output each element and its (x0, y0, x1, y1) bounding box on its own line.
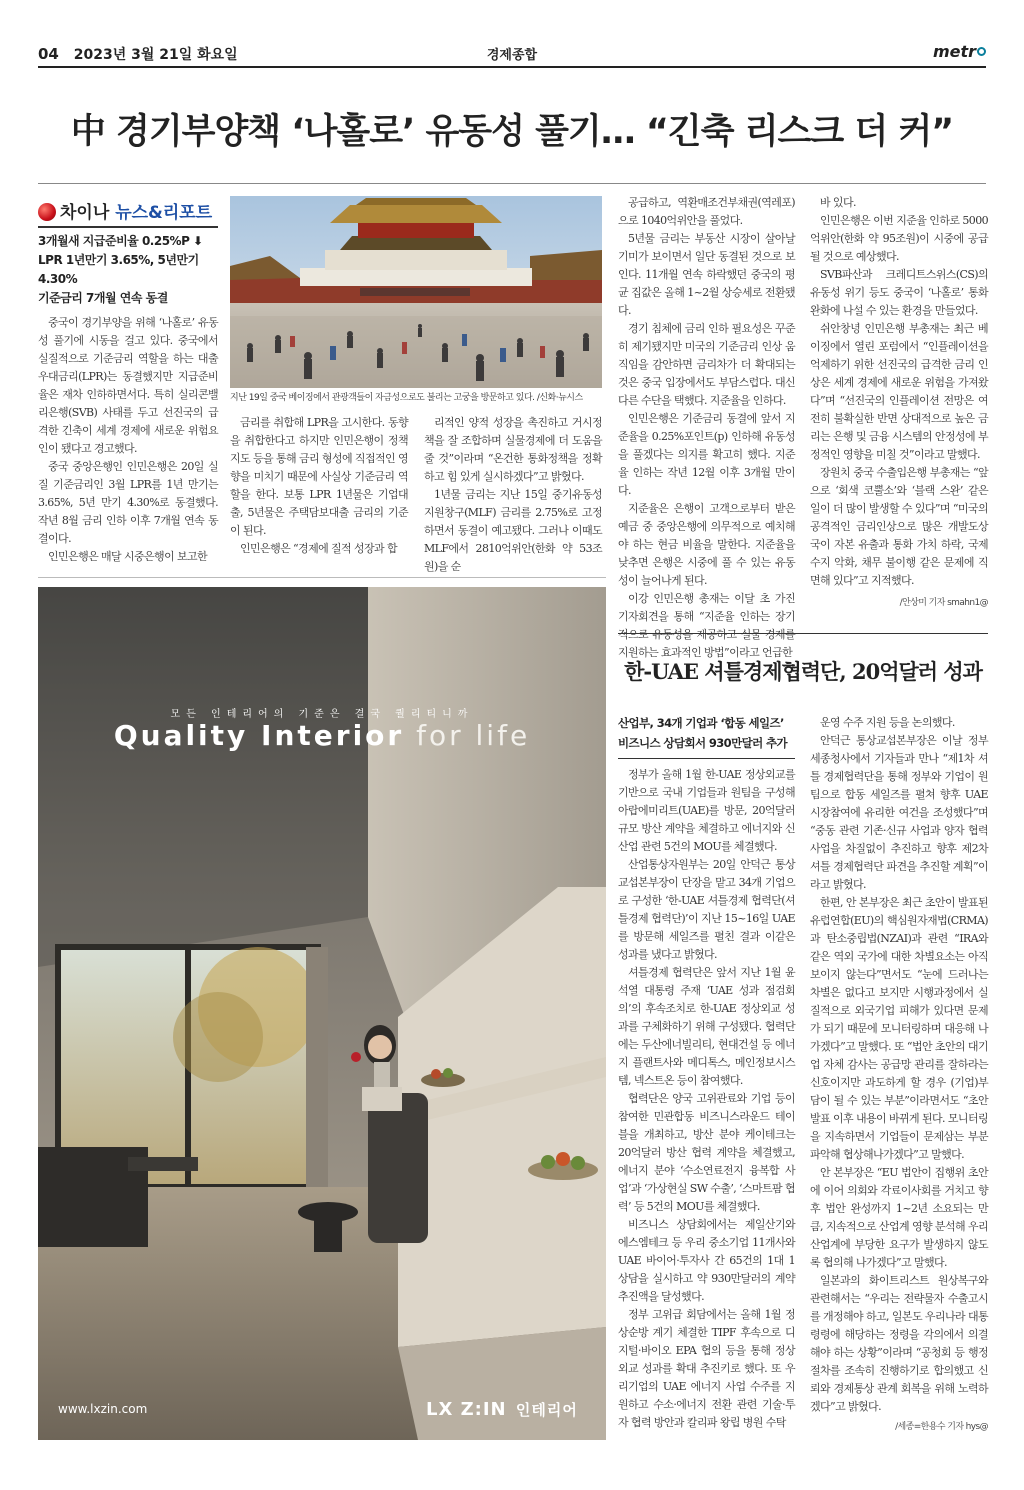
paragraph: 비즈니스 상담회에서는 제일산기와 에스엠테크 등 우리 중소기업 11개사와 UAE 바이어·투자사 간 65건의 1대 1 상담을 실시하고 약 930만달러의 계약 추진액을 달성했다. (618, 1218, 795, 1303)
section-tag-label-2: 뉴스&리포트 (115, 203, 213, 223)
paragraph: 셔틀경제 협력단은 앞서 지난 1월 윤석열 대통령 주재 ‘UAE 성과 점검회의’의 후속조치로 한-UAE 정상외교 성과를 구체화하기 위해 구성됐다. 협력단에는 두산에너빌리티, 현대건설 등 에너지 플랜트사와 메디톡스, 메인정보시스템, 넥스트온 등이 참여했다. (618, 966, 795, 1087)
paragraph: 일본과의 화이트리스트 원상복구와 관련해서는 “우리는 전략물자 수출고시를 개정해야 하고, 일본도 우리나라 대통령령에 해당하는 정령을 각의에서 의결해야 하는 상황”이라며 “공청회 등 행정절차를 조속히 진행하기로 합의했고 신뢰와 경제통상 관계 회복을 위해 노력하겠다”고 밝혔다. (810, 1274, 988, 1413)
ad-title-bold: Quality Interior (113, 719, 405, 752)
paragraph: 공급하고, 역환매조건부채권(역레포)으로 1040억위안을 풀었다. (618, 196, 795, 227)
paragraph: 안덕근 통상교섭본부장은 이날 정부세종청사에서 기자들과 만나 “제1차 셔틀 경제협력단을 통해 정부와 기업이 원팀으로 합동 세일즈를 펼쳐 향후 UAE 시장참여에 유리한 여건을 조성했다”며 “중동 관련 기존·신규 사업과 양자 협력사업을 차질없이 추진하고 향후 제2차 셔틀 경제협력단 파견을 추진할 계획”이라고 밝혔다. (810, 734, 988, 891)
article-subheads (38, 232, 218, 308)
ad-logo-text: LX Z:IN (426, 1399, 507, 1420)
paragraph: 바 있다. (820, 196, 856, 209)
paragraph: 경기 침체에 금리 인하 필요성은 꾸준히 제기됐지만 미국의 기준금리 인상 움직임을 감안하면 금리차가 더 확대되는 것은 중국 입장에서도 부담스럽다. 대신 다른 수단을 택했다. 지준율을 인하다. (618, 322, 795, 407)
paragraph: 인민은행은 매달 시중은행이 보고한 (48, 550, 208, 563)
subhead: 3개월새 지급준비율 0.25%P ⬇ (38, 234, 203, 248)
divider (618, 633, 988, 634)
brand-logo (933, 42, 986, 61)
article-headline: 한-UAE 셔틀경제협력단, 20억달러 성과 (624, 659, 982, 684)
article-subheads (618, 713, 795, 753)
paragraph: 쉬안창녕 인민은행 부총재는 최근 베이징에서 열린 포럼에서 “인플레이션을 억제하기 위한 선진국의 급격한 금리 인상은 세계 경제에 새로운 위험을 가져왔다”며 “선진국의 인플레이션 전망은 여전히 불확실한 반면 상대적으로 높은 금리는 은행 및 금융 시스템의 안정성에 부정적인 영향을 미칠 것”이라고 말했다. (810, 322, 988, 461)
subhead: 비즈니스 상담회서 930만달러 추가 (618, 736, 788, 750)
paragraph: 5년물 금리는 부동산 시장이 살아날 기미가 보이면서 일단 동결된 것으로 보인다. 11개월 연속 하락했던 중국의 평균 집값은 올해 1~2월 상승세로 전환됐다. (618, 232, 795, 317)
article-column (810, 714, 988, 1436)
paragraph: 산업통상자원부는 20일 안덕근 통상교섭본부장이 단장을 맡고 34개 기업으로 구성한 ‘한-UAE 셔틀경제 협력단(셔틀경제 협력단)’이 지난 15~16일 UAE를 방문해 세일즈를 펼친 결과 이같은 성과를 냈다고 밝혔다. (618, 858, 795, 961)
ad-title-light: for life (416, 719, 531, 752)
subhead: LPR 1년만기 3.65%, 5년만기 4.30% (38, 253, 199, 286)
paragraph: 이강 인민은행 총재는 이달 초 가진 기자회견을 통해 “지준율 인하는 장기적으로 유동성을 제공하고 실물 경제를 지원하는 효과적인 방법”이라고 언급한 (618, 592, 795, 659)
article-column (618, 194, 795, 662)
divider (618, 758, 795, 759)
paragraph: 리적인 양적 성장을 촉진하고 거시정책을 잘 조합하며 실물경제에 더 도움을 줄 것”이라며 “온건한 통화정책을 정확하고 힘 있게 실시하겠다”고 밝혔다. (424, 416, 602, 483)
advertisement (38, 587, 606, 1440)
paragraph: 중국이 경기부양을 위해 ‘나홀로’ 유동성 풀기에 시동을 걸고 있다. 중국에서 실질적으로 기준금리 역할을 하는 대출우대금리(LPR)는 동결했지만 지급준비율은 재차 인하하면서다. 특히 실리콘밸리은행(SVB) 사태를 두고 선진국의 급격한 긴축이 세계 경제에 새로운 위험요인이 됐다고 경고했다. (38, 316, 218, 455)
paragraph: SVB파산과 크레디트스위스(CS)의 유동성 위기 등도 중국이 ‘나홀로’ 통화 완화에 나설 수 있는 환경을 만들었다. (810, 268, 988, 317)
paragraph: 운영 수주 지원 등을 논의했다. (820, 716, 955, 729)
forbidden-city-photo (230, 196, 602, 388)
ad-tagline: 모든 인테리어의 기준은 결국 퀄리티니까 (170, 709, 474, 720)
article-column (424, 414, 602, 576)
red-ball-icon (38, 203, 56, 221)
brand-text: metr (932, 42, 976, 61)
paragraph: 장원치 중국 수출입은행 부총재는 “앞으로 ‘회색 코뿔소’와 ‘블랙 스완’ 같은 일이 더 많이 발생할 수 있다”며 “미국의 공격적인 금리인상으로 많은 개발도상국이 자본 유출과 통화 가치 하락, 국제 수지 악화, 채무 불이행 같은 문제에 직면해 있다”고 지적했다. (810, 466, 988, 587)
ad-logo-suffix: 인테리어 (515, 1401, 578, 1419)
brand-o-icon (977, 47, 986, 56)
paragraph: 안 본부장은 “EU 법안이 집행위 초안에 이어 의회와 각료이사회를 거치고 향후 법안 완성까지 1~2년 소요되는 만큼, 지속적으로 산업계 영향 분석해 우리 산업계에 부당한 요구가 발생하지 않도록 협의해 나가겠다”고 말했다. (810, 1166, 988, 1269)
paragraph: 정부가 올해 1월 한-UAE 정상외교를 기반으로 국내 기업들과 원팀을 구성해 아랍에미리트(UAE)를 방문, 20억달러 규모 방산 계약을 체결하고 에너지와 신산업 관련 5건의 MOU를 체결했다. (618, 768, 795, 853)
divider (38, 577, 606, 578)
subhead: 산업부, 34개 기업과 ‘합동 세일즈’ (618, 716, 784, 730)
section-tag (38, 198, 218, 228)
news-photo (230, 196, 602, 388)
ad-url[interactable]: www.lxzin.com (58, 1402, 148, 1416)
article-column (38, 314, 218, 566)
article-column (810, 194, 988, 612)
issue-date: 2023년 3월 21일 화요일 (73, 47, 238, 63)
article-column (230, 414, 408, 558)
main-headline: 中 경기부양책 ‘나홀로’ 유동성 풀기… “긴축 리스크 더 커” (70, 112, 954, 152)
paragraph: 협력단은 양국 고위관료와 기업 등이 참여한 민관합동 비즈니스라운드 테이블을 개최하고, 방산 분야 케이테크는 20억달러 방산 협력 계약을 체결했고, 에너지 분야 ‘수소연료전지 융복합 사업’과 ‘가상현실 SW 수출’, ‘스마트팜 협력’ 등 5건의 MOU를 체결했다. (618, 1092, 795, 1213)
byline: /안상미 기자 smahn1@ (899, 598, 988, 608)
byline: /세종=한용수 기자 hys@ (895, 1422, 988, 1432)
ad-logo (426, 1399, 578, 1420)
page-header (38, 42, 986, 68)
paragraph: 인민은행은 “경제에 질적 성장과 합 (240, 542, 397, 555)
divider (38, 183, 986, 184)
section-name: 경제종합 (486, 48, 538, 63)
section-tag-label: 차이나 (60, 203, 110, 223)
page-number: 04 (38, 45, 59, 63)
paragraph: 정부 고위급 회담에서는 올해 1월 정상순방 계기 체결한 TIPF 후속으로 디지털·바이오 EPA 협의 등을 통해 정상외교 성과를 확대 추진키로 했다. 또 우리기업의 UAE 에너지 사업 수주를 지원하고 수소·에너지 전환 관련 기술·투자 협력 방안과 칼리파 왕립 병원 수탁 (618, 1308, 795, 1429)
paragraph: 인민은행은 기준금리 동결에 앞서 지준율을 0.25%포인트(p) 인하해 유동성을 풀겠다는 의지를 확고히 했다. 지준율 인하는 작년 12월 이후 3개월 만이다. (618, 412, 795, 497)
photo-caption: 지난 19일 중국 베이징에서 관광객들이 자금성으로도 불리는 고궁을 방문하고 있다. /신화·뉴시스 (230, 393, 583, 403)
subhead: 기준금리 7개월 연속 동결 (38, 291, 168, 305)
ad-title (38, 719, 606, 752)
article-column (618, 766, 795, 1432)
paragraph: 한편, 안 본부장은 최근 초안이 발표된 유럽연합(EU)의 핵심원자재법(CRMA)과 탄소중립법(NZAI)과 관련 “IRA와 같은 역외 국가에 대한 차별요소는 아직 보이지 않는다”면서도 “눈에 드러나는 차별은 없다고 보지만 시행과정에서 실질적으로 외국기업 피해가 있다면 문제가 되기 때문에 모니터링하며 대응해 나가겠다”고 말했다. 또 “법안 초안의 대기업 자체 감사는 공급망 관리를 잘하라는 신호이지만 과도하게 할 경우 (기업)부담이 될 수 있는 부분”이라면서도 “초안 발표 이후 내용이 바뀌게 된다. 모니터링을 지속하면서 기업들이 문제삼는 부분 파악해 협상해나가겠다”고 말했다. (810, 896, 988, 1161)
paragraph: 중국 중앙은행인 인민은행은 20일 실질 기준금리인 3월 LPR를 1년 만기는 3.65%, 5년 만기 4.30%로 동결했다. 작년 8월 금리 인하 이후 7개월 연속 동결이다. (38, 460, 218, 545)
paragraph: 1년물 금리는 지난 15일 중기유동성지원창구(MLF) 금리를 2.75%로 고정하면서 동결이 예고됐다. 그러나 이때도 MLF에서 2810억위안(한화 약 53조원)을 순 (424, 488, 602, 573)
paragraph: 지준율은 은행이 고객으로부터 받은 예금 중 중앙은행에 의무적으로 예치해야 하는 현금 비율을 말한다. 지준율을 낮추면 은행은 시중에 풀 수 있는 유동성이 늘어나게 된다. (618, 502, 795, 587)
paragraph: 금리를 취합해 LPR을 고시한다. 동향을 취합한다고 하지만 인민은행이 정책 지도 등을 통해 금리 형성에 직접적인 영향을 미치기 때문에 사실상 기준금리 역할을 한다. 보통 LPR 1년물은 기업대출, 5년물은 주택담보대출 금리의 기준이 된다. (230, 416, 408, 537)
paragraph: 인민은행은 이번 지준율 인하로 5000억위안(한화 약 95조원)이 시중에 공급될 것으로 예상했다. (810, 214, 988, 263)
